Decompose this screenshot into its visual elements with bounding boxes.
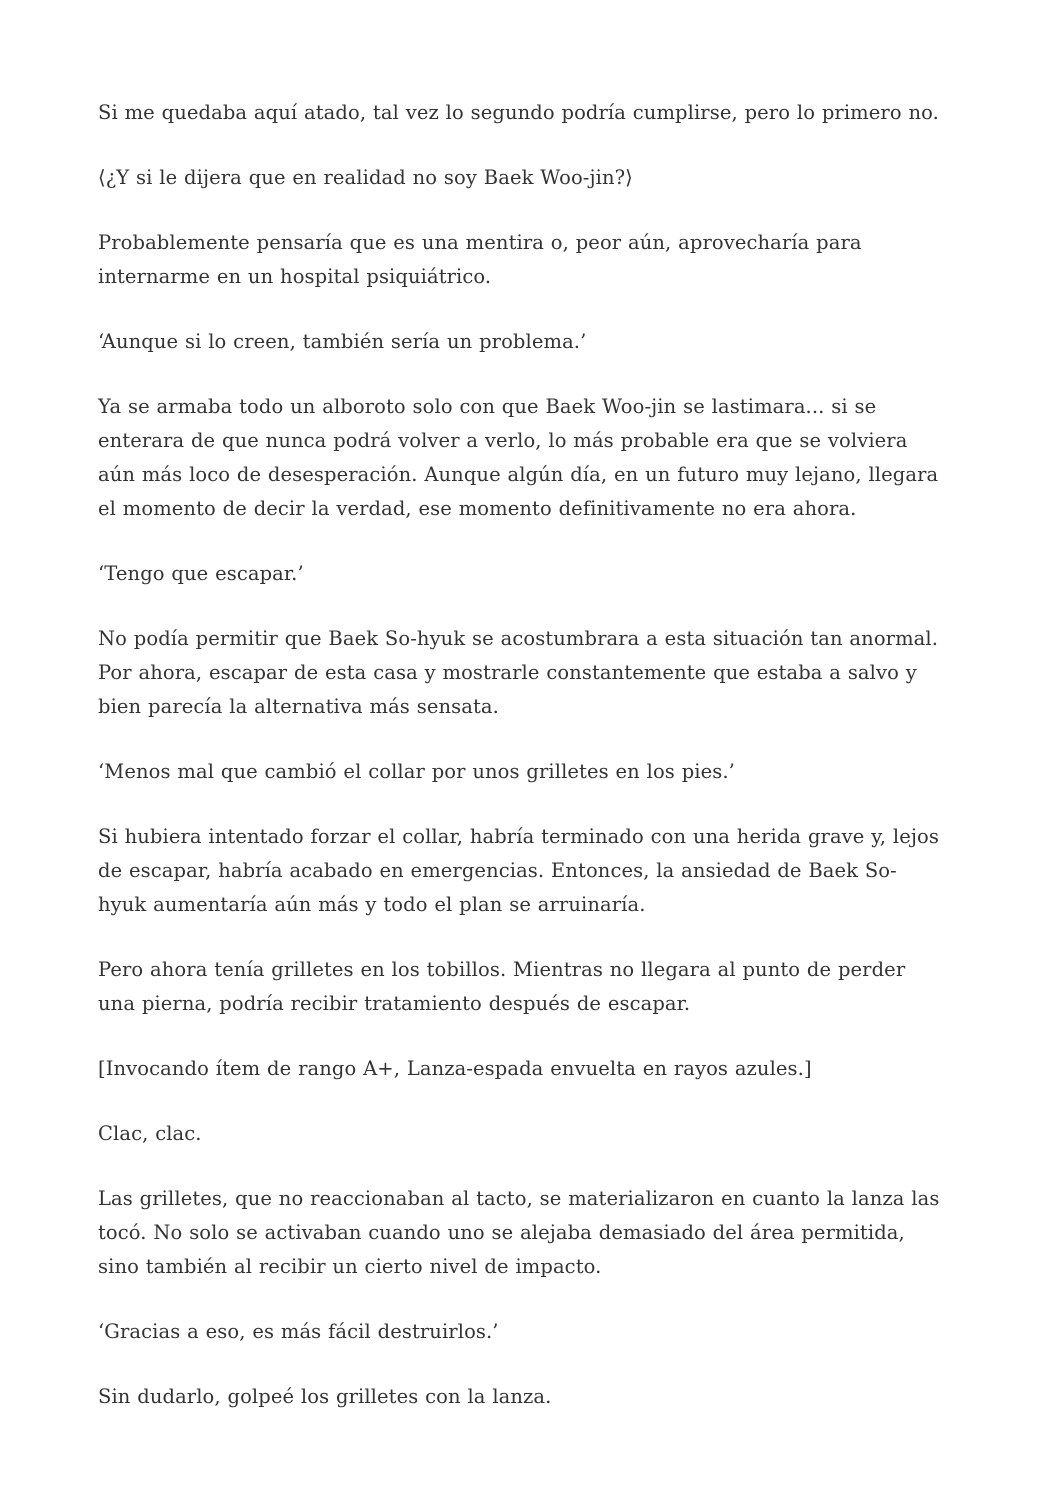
paragraph: ⟨¿Y si le dijera que en realidad no soy Baek Woo-jin?⟩	[98, 166, 633, 189]
paragraph: ‘Aunque si lo creen, también sería un problema.’	[98, 330, 587, 353]
paragraph: ‘Tengo que escapar.’	[98, 562, 304, 585]
paragraph: Ya se armaba todo un alboroto solo con que Baek Woo-jin se lastimara... si se enterara de que nunca podrá volver a verlo, lo más probable era que se volviera aún más loco de desesperación. Aunque algún día, en un futuro muy lejano, llegara el momento de decir la verdad, ese momento definitivamente no era ahora.	[98, 395, 939, 520]
paragraph: Probablemente pensaría que es una mentira o, peor aún, aprovecharía para internarme en un hospital psiquiátrico.	[98, 231, 862, 288]
paragraph: Sin dudarlo, golpeé los grilletes con la lanza.	[98, 1385, 552, 1408]
paragraph: Pero ahora tenía grilletes en los tobillos. Mientras no llegara al punto de perder una pierna, podría recibir tratamiento después de escapar.	[98, 958, 906, 1015]
paragraph: Si hubiera intentado forzar el collar, habría terminado con una herida grave y, lejos de escapar, habría acabado en emergencias. Entonces, la ansiedad de Baek So-hyuk aumentaría aún más y todo el plan se arruinaría.	[98, 825, 939, 916]
paragraph: No podía permitir que Baek So-hyuk se acostumbrara a esta situación tan anormal. Por ahora, escapar de esta casa y mostrarle constantemente que estaba a salvo y bien parecía la alternativa más sensata.	[98, 627, 939, 718]
paragraph: Si me quedaba aquí atado, tal vez lo segundo podría cumplirse, pero lo primero no.	[98, 101, 939, 124]
paragraph: ‘Menos mal que cambió el collar por unos grilletes en los pies.’	[98, 760, 735, 783]
paragraph: Clac, clac.	[98, 1122, 202, 1145]
paragraph: [Invocando ítem de rango A+, Lanza-espada envuelta en rayos azules.]	[98, 1057, 812, 1080]
paragraph: ‘Gracias a eso, es más fácil destruirlos.’	[98, 1320, 499, 1343]
paragraph: Las grilletes, que no reaccionaban al tacto, se materializaron en cuanto la lanza las tocó. No solo se activaban cuando uno se alejaba demasiado del área permitida, sino también al recibir un cierto nivel de impacto.	[98, 1187, 940, 1278]
